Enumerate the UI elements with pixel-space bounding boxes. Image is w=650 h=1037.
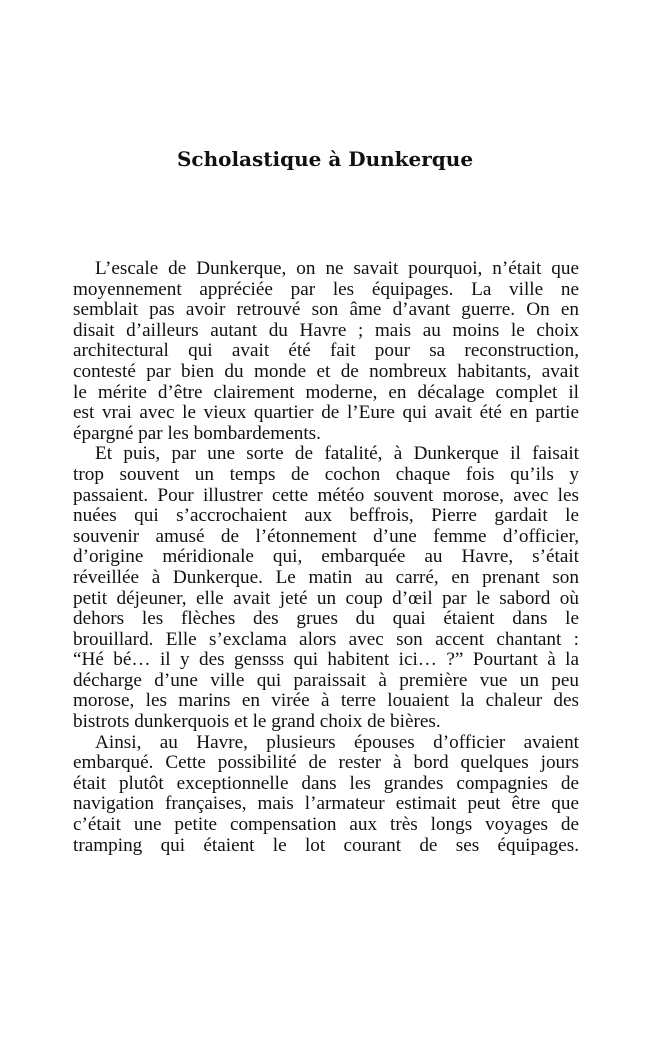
text-line: petit déjeuner, elle avait jeté un coup d’œil par le sabord où bbox=[73, 587, 579, 609]
text-line: c’était une petite compensation aux très longs voyages de bbox=[73, 814, 579, 836]
text-line: bistrots dunkerquois et le grand choix de bières. bbox=[73, 711, 441, 733]
text-line: nuées qui s’accrochaient aux beffrois, Pierre gardait le bbox=[73, 505, 579, 527]
text-line: trop souvent un temps de cochon chaque fois qu’ils y bbox=[73, 463, 579, 485]
paragraph-1 bbox=[73, 259, 579, 444]
text-line: Et puis, par une sorte de fatalité, à Dunkerque il faisait bbox=[95, 443, 579, 465]
text-line: “Hé bé… il y des gensss qui habitent ici… ?” Pourtant à la bbox=[73, 649, 579, 671]
text-line: architectural qui avait été fait pour sa reconstruction, bbox=[73, 340, 579, 362]
paragraph-3 bbox=[73, 733, 579, 857]
text-line: tramping qui étaient le lot courant de ses équipages. bbox=[73, 834, 579, 856]
chapter-body bbox=[73, 259, 579, 856]
paragraph-2 bbox=[73, 444, 579, 732]
text-line: brouillard. Elle s’exclama alors avec son accent chantant : bbox=[73, 628, 579, 650]
text-line: dehors les flèches des grues du quai étaient dans le bbox=[73, 608, 579, 630]
text-line: décharge d’une ville qui paraissait à première vue un peu bbox=[73, 669, 579, 691]
text-line: réveillée à Dunkerque. Le matin au carré, en prenant son bbox=[73, 566, 579, 588]
text-line: morose, les marins en virée à terre louaient la chaleur des bbox=[73, 690, 579, 712]
text-line: d’origine méridionale qui, embarquée au Havre, s’était bbox=[73, 546, 579, 568]
text-line: disait d’ailleurs autant du Havre ; mais au moins le choix bbox=[73, 319, 579, 341]
text-line: le mérite d’être clairement moderne, en décalage complet il bbox=[73, 381, 579, 403]
text-line: souvenir amusé de l’étonnement d’une femme d’officier, bbox=[73, 525, 579, 547]
text-line: semblait pas avoir retrouvé son âme d’avant guerre. On en bbox=[73, 299, 579, 321]
chapter-title: Scholastique à Dunkerque bbox=[176, 147, 474, 171]
text-line: contesté par bien du monde et de nombreux habitants, avait bbox=[73, 360, 579, 382]
text-line: moyennement appréciée par les équipages. La ville ne bbox=[73, 278, 579, 300]
text-line: embarqué. Cette possibilité de rester à bord quelques jours bbox=[73, 752, 579, 774]
text-line: navigation françaises, mais l’armateur estimait peut être que bbox=[73, 793, 579, 815]
text-line: Ainsi, au Havre, plusieurs épouses d’officier avaient bbox=[95, 731, 579, 753]
text-line: L’escale de Dunkerque, on ne savait pourquoi, n’était que bbox=[95, 258, 579, 279]
text-line: épargné par les bombardements. bbox=[73, 422, 321, 444]
text-line: passaient. Pour illustrer cette météo souvent morose, avec les bbox=[73, 484, 579, 506]
text-line: était plutôt exceptionnelle dans les grandes compagnies de bbox=[73, 772, 579, 794]
text-line: est vrai avec le vieux quartier de l’Eure qui avait été en partie bbox=[73, 402, 579, 424]
